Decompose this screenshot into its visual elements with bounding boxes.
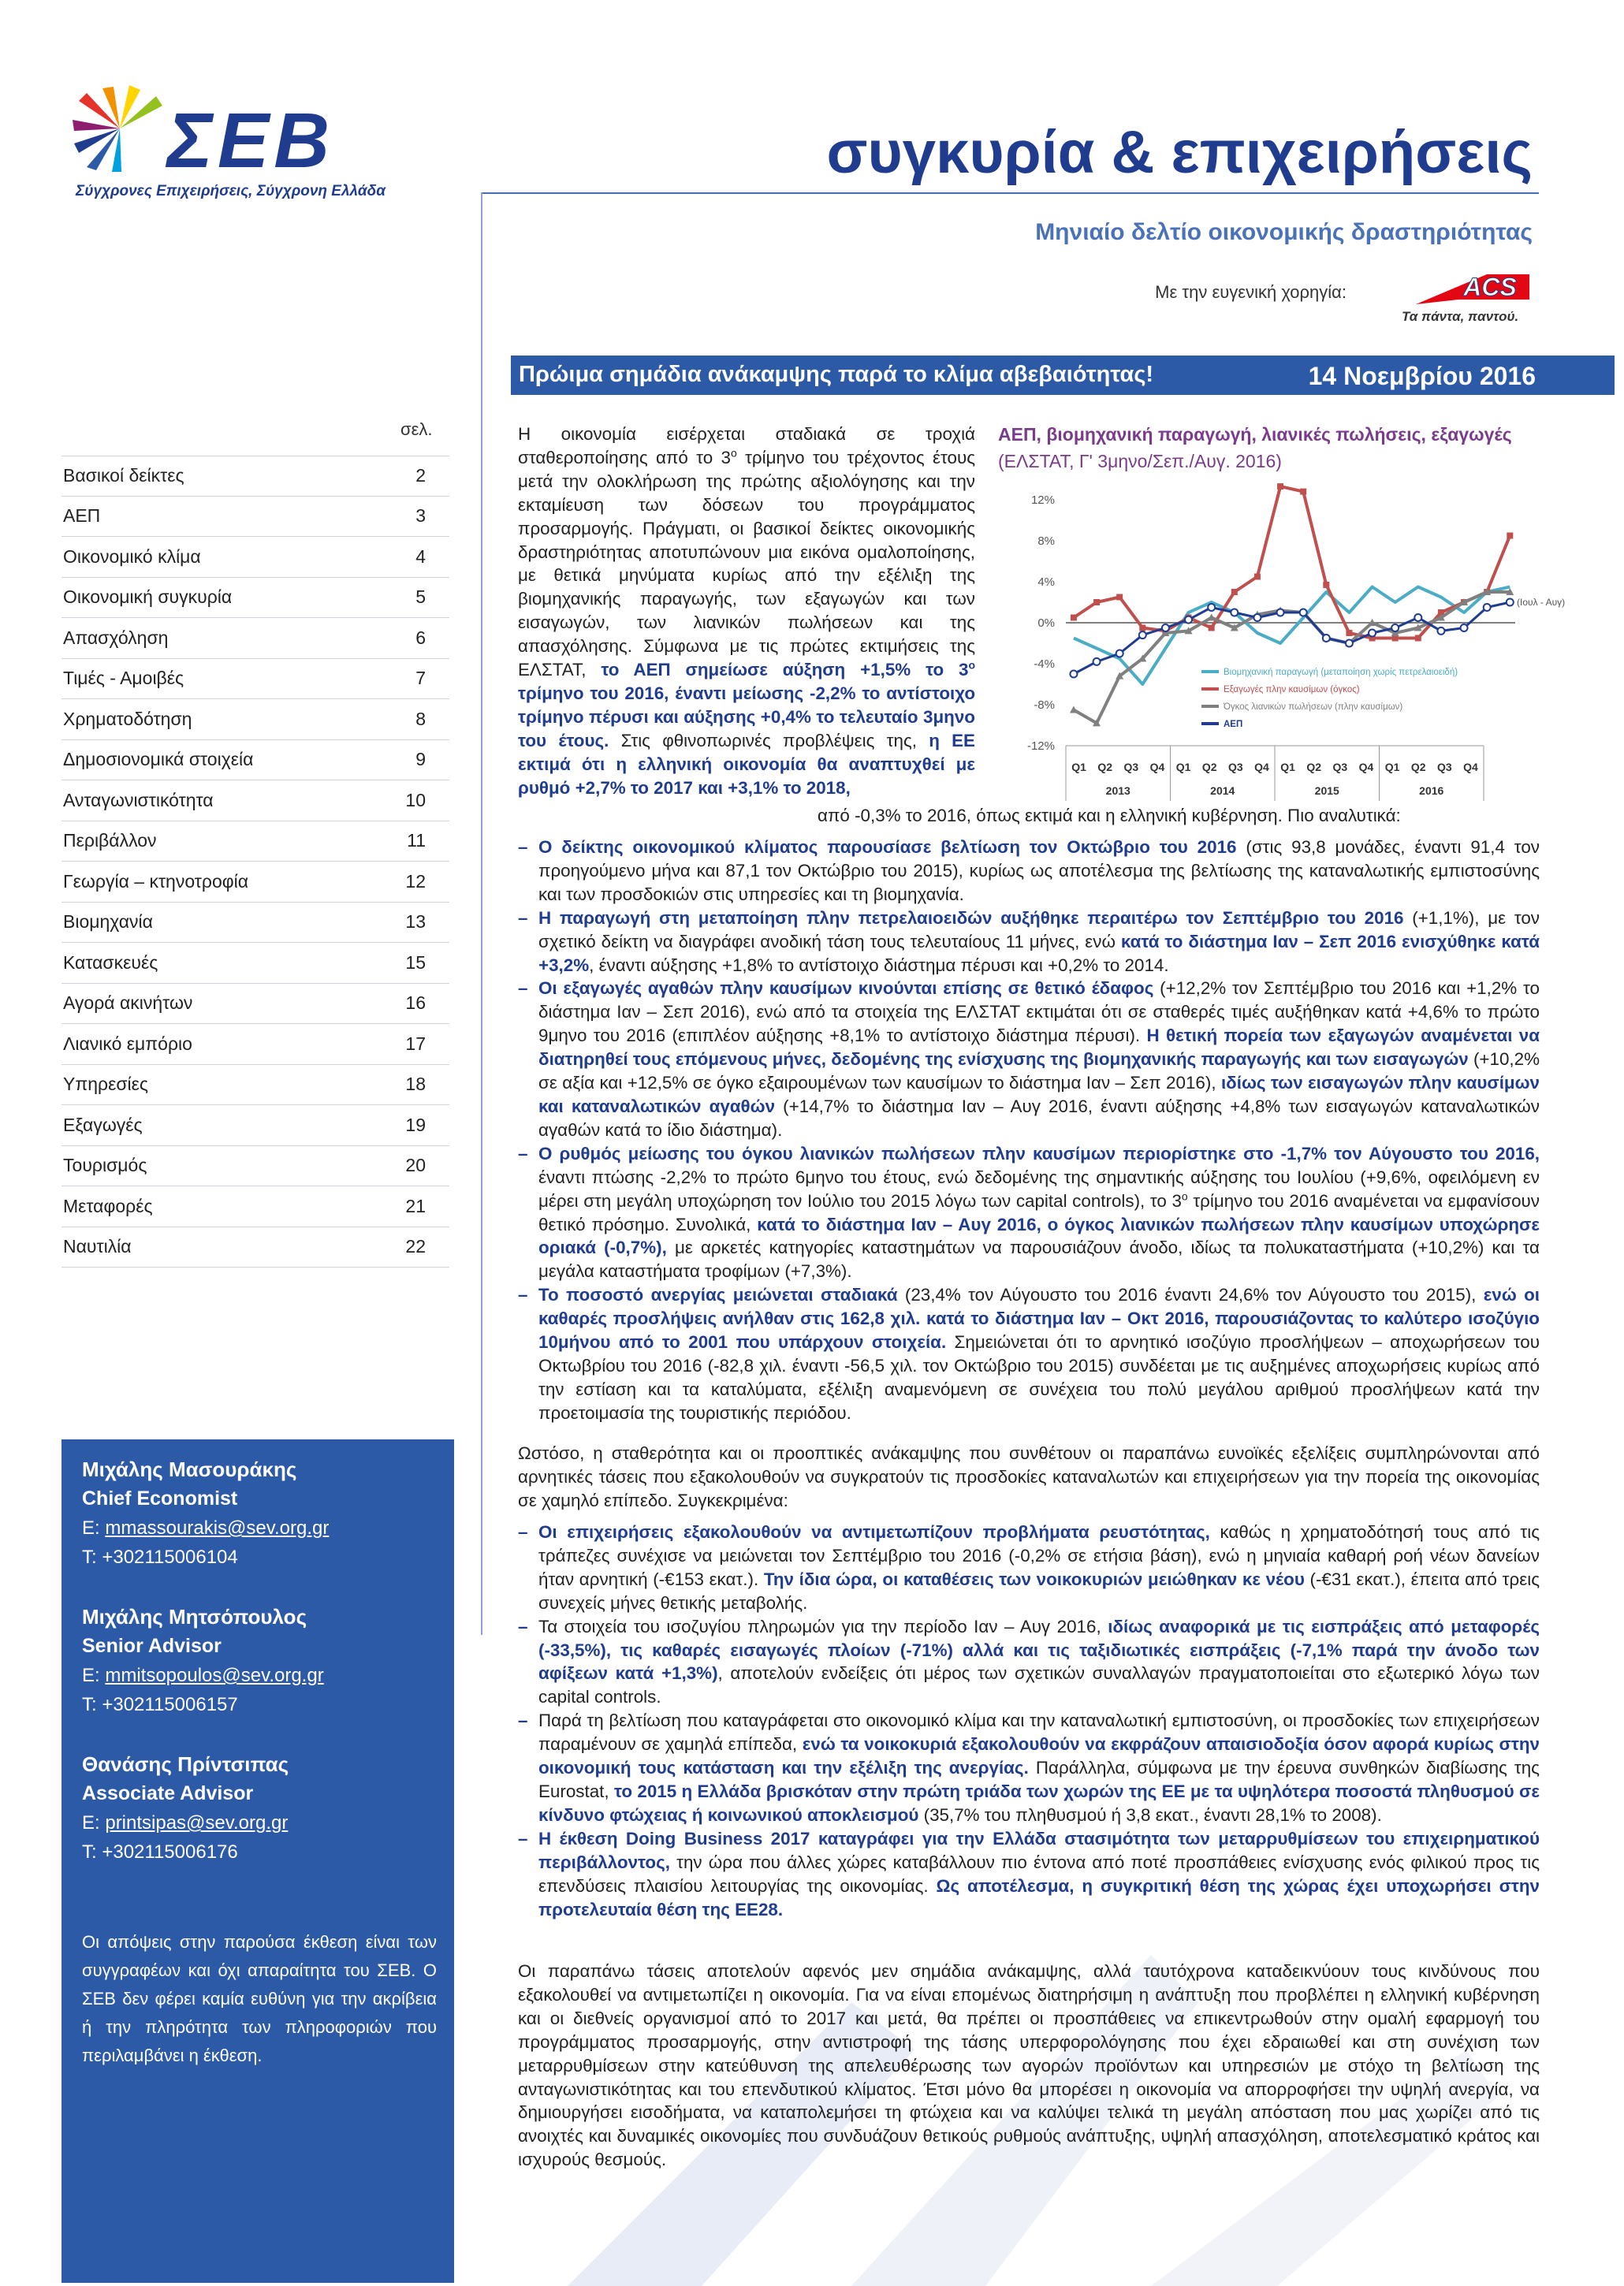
contact-name: Μιχάλης Μασουράκης xyxy=(82,1458,297,1481)
toc-item-page: 21 xyxy=(405,1195,426,1216)
data-point xyxy=(1116,594,1123,601)
x-tick-label: Q2 xyxy=(1410,761,1426,773)
data-point xyxy=(1507,533,1513,539)
contact-card xyxy=(82,1750,289,1867)
data-point xyxy=(1507,599,1514,606)
toc-item-label: Μεταφορές xyxy=(63,1195,153,1216)
toc-item-label: ΑΕΠ xyxy=(63,505,101,527)
data-point xyxy=(1346,630,1352,636)
toc-item[interactable] xyxy=(61,699,449,740)
legend-entry: ΑΕΠ xyxy=(1224,720,1243,729)
toc-item-page: 2 xyxy=(415,465,426,486)
contacts-sidebar xyxy=(61,1439,454,2283)
series-line xyxy=(1074,602,1510,674)
toc-item-label: Τιμές - Αμοιβές xyxy=(63,668,184,689)
x-tick-label: Q3 xyxy=(1332,761,1348,773)
contact-name: Μιχάλης Μητσόπουλος xyxy=(82,1605,307,1629)
conclusion-paragraph: Οι παραπάνω τάσεις αποτελούν αφενός μεν σημάδια ανάκαμψης, αλλά ταυτόχρονα καταδεικνύουν τους κινδύνους που εξακολουθεί να αντιμετωπίζει η οικονομία. Για να είναι επομένως διατηρήσιμη η ανάπτυξη που προβλέπει η ελληνική κυβέρνηση και οι διεθνείς οργανισμοί από το 2017 και μετά, θα πρέπει οι προσπάθειες να επικεντρωθούν στην ομαλή εφαρμογή του προγράμματος προσαρμογής, στην αντιστροφή της τάσης υπερφορολόγησης που έχει εδραιωθεί και στη συνέχιση των μεταρρυθμίσεων στην κατεύθυνση της απελευθέρωσης των αγορών προϊόντων και υπηρεσιών με στόχο τη βελτίωση της ανταγωνιστικότητας και του επενδυτικού κλίματος. Έτσι μόνο θα μπορέσει η οικονομία να απορροφήσει την υψηλή ανεργία, να δημιουργήσει εισοδήματα, να καταπολεμήσει τη φτώχεια και να καλύψει τελικά τη μεγάλη απόσταση που μας χωρίζει από τις ανοιχτές και δυναμικές οικονομίες που συνδυάζουν θετικούς ρυθμούς ανάπτυξης, υψηλή απασχόληση, αποτελεσματικό κράτος και ισχυρούς θεσμούς. xyxy=(518,1961,1540,2170)
data-point xyxy=(1300,609,1307,616)
contact-email-link[interactable]: mmitsopoulos@sev.org.gr xyxy=(105,1665,324,1686)
contact-email-row: E: mmitsopoulos@sev.org.gr xyxy=(82,1665,324,1686)
contact-phone: T: +302115006176 xyxy=(82,1841,238,1863)
data-point xyxy=(1369,630,1376,637)
y-tick-label: 4% xyxy=(1037,575,1055,589)
data-point xyxy=(1323,635,1330,642)
toc-item[interactable] xyxy=(61,1024,449,1065)
toc-item[interactable] xyxy=(61,821,449,862)
toc-item-label: Απασχόληση xyxy=(63,627,169,648)
contact-phone: T: +302115006104 xyxy=(82,1547,238,1568)
toc-item-label: Τουρισμός xyxy=(63,1155,147,1176)
toc-item-page: 9 xyxy=(415,749,426,770)
x-tick-label: Q4 xyxy=(1358,761,1374,773)
positive-indicators-list xyxy=(518,836,1540,1425)
legend-entry: Βιομηχανική παραγωγή (μεταποίηση χωρίς πετρελαιοειδή) xyxy=(1224,668,1458,677)
headline-banner xyxy=(511,356,1615,395)
toc-item-label: Ανταγωνιστικότητα xyxy=(63,789,214,810)
negative-indicators-list xyxy=(518,1521,1540,1921)
toc-item-page: 8 xyxy=(415,708,426,729)
contact-card xyxy=(82,1455,329,1572)
toc-item[interactable] xyxy=(61,984,449,1025)
toc-item[interactable] xyxy=(61,1146,449,1187)
contact-role: Senior Advisor xyxy=(82,1635,222,1657)
toc-item-label: Γεωργία – κτηνοτροφία xyxy=(63,870,249,892)
y-tick-label: -4% xyxy=(1034,657,1055,671)
data-point xyxy=(1277,483,1283,490)
y-tick-label: 0% xyxy=(1037,616,1055,630)
year-label: 2014 xyxy=(1210,784,1235,797)
toc-item[interactable] xyxy=(61,943,449,984)
logo-wordmark: ΣΕΒ xyxy=(167,97,334,184)
x-tick-label: Q2 xyxy=(1201,761,1217,773)
data-point xyxy=(1093,658,1101,665)
toc-item-page: 10 xyxy=(405,789,426,810)
data-point xyxy=(1253,614,1261,621)
column-divider xyxy=(481,192,482,1635)
toc-page-header: σελ. xyxy=(400,419,433,439)
x-tick-label: Q2 xyxy=(1097,761,1113,773)
toc-item-label: Κατασκευές xyxy=(63,951,158,973)
toc-item-page: 11 xyxy=(407,830,426,851)
contact-phone: T: +302115006157 xyxy=(82,1694,238,1715)
y-tick-label: -8% xyxy=(1034,698,1055,712)
data-point xyxy=(1461,624,1468,631)
toc-item-page: 7 xyxy=(415,668,426,689)
toc-item-label: Περιβάλλον xyxy=(63,830,157,851)
issue-date: 14 Νοεμβρίου 2016 xyxy=(1308,362,1536,390)
sponsor-tagline: Τα πάντα, παντού. xyxy=(1402,309,1519,324)
toc-item-label: Οικονομικό κλίμα xyxy=(63,545,201,567)
year-label: 2015 xyxy=(1314,784,1339,797)
toc-item[interactable] xyxy=(61,1186,449,1227)
toc-item[interactable] xyxy=(61,537,449,578)
toc-item-page: 13 xyxy=(405,911,426,933)
sev-emblem-icon xyxy=(71,85,169,172)
data-point xyxy=(1415,635,1421,642)
toc-item[interactable] xyxy=(61,903,449,944)
contact-role: Associate Advisor xyxy=(82,1782,254,1804)
data-point xyxy=(1185,616,1192,624)
year-label: 2013 xyxy=(1105,784,1130,797)
data-point xyxy=(1277,609,1284,616)
logo-tagline: Σύγχρονες Επιχειρήσεις, Σύγχρονη Ελλάδα xyxy=(76,183,386,199)
contact-card xyxy=(82,1603,324,1719)
toc-item[interactable] xyxy=(61,1065,449,1106)
toc-item-label: Ναυτιλία xyxy=(63,1236,132,1257)
x-tick-label: Q4 xyxy=(1149,761,1165,773)
toc-item-page: 15 xyxy=(405,951,426,973)
toc-item-page: 19 xyxy=(405,1114,426,1135)
y-tick-label: 12% xyxy=(1030,493,1055,507)
toc-item[interactable] xyxy=(61,862,449,903)
data-point xyxy=(1139,625,1145,631)
list-item: – Τα στοιχεία του ισοζυγίου πληρωμών για την περίοδο Ιαν – Αυγ 2016, ιδίως αναφορικά με τις εισπράξεις από μεταφορές (-33,5%), τις καθαρές εισαγωγές πλοίων (-71%) αλλά και τις ταξιδιωτικές εισπράξεις (-7,1% παρά την άνοδο των αφίξεων κατά +1,3%), αποτελούν ενδείξεις ότι μέρος των σχετικών συναλλαγών πραγματοποιείται στο εξωτερικό λόγω των capital controls. xyxy=(518,1615,1540,1710)
toc-item[interactable] xyxy=(61,1227,449,1268)
data-point xyxy=(1254,574,1261,580)
contact-role: Chief Economist xyxy=(82,1487,238,1510)
data-point xyxy=(1231,609,1238,616)
toc-item-page: 20 xyxy=(405,1155,426,1176)
toc-item-label: Οικονομική συγκυρία xyxy=(63,586,233,608)
toc-item[interactable] xyxy=(61,497,449,538)
data-point xyxy=(1231,589,1238,595)
toc-item-page: 22 xyxy=(405,1236,426,1257)
list-item: – Ο δείκτης οικονομικού κλίματος παρουσίασε βελτίωση τον Οκτώβριο του 2016 (στις 93,8 μονάδες, έναντι 91,4 τον προηγούμενο μήνα και 87,1 τον Οκτώβριο του 2015), κυρίως ως αποτέλεσμα της βελτίωσης της καταναλωτικής εμπιστοσύνης και των προσδοκιών στις υπηρεσίες και τη βιομηχανία. xyxy=(518,836,1540,907)
list-item: – Η παραγωγή στη μεταποίηση πλην πετρελαιοειδών αυξήθηκε περαιτέρω τον Σεπτέμβριο του 2016 (+1,1%), με τον σχετικό δείκτη να διαγράφει ανοδική τάση τους τελευταίους 11 μήνες, ενώ κατά το διάστημα Ιαν – Σεπ 2016 ενισχύθηκε κατά +3,2%, έναντι αύξησης +1,8% το αντίστοιχο διάστημα πέρυσι και +0,2% το 2014. xyxy=(518,907,1540,977)
list-item: – Ο ρυθμός μείωσης του όγκου λιανικών πωλήσεων πλην καυσίμων περιορίστηκε στο -1,7% τον Αύγουστο του 2016, έναντι πτώσης -2,2% το πρώτο 6μηνο του έτους, ενώ δεδομένης της σημαντικής αύξησης του Ιουλίου (+9,6%, οφειλόμενη εν μέρει στη μεγάλη υποχώρηση τον Ιούλιο του 2015 λόγω των capital controls), το $3^o$ τρίμηνο του 2016 αναμένεται να εμφανίσουν θετικό πρόσημο. Συνολικά, κατά το διάστημα Ιαν – Αυγ 2016, ο όγκος λιανικών πωλήσεων πλην καυσίμων υποχώρησε οριακά (-0,7%), με αρκετές κατηγορίες καταστημάτων να παρουσιάζουν άνοδο, ιδίως τα πολυκαταστήματα (+10,2%) και τα μεγάλα καταστήματα τροφίμων (+7,3%). xyxy=(518,1142,1540,1283)
chart-annotation: (Ιουλ - Αυγ) xyxy=(1517,597,1566,608)
contact-name: Θανάσης Πρίντσιπας xyxy=(82,1752,289,1776)
x-tick-label: Q2 xyxy=(1306,761,1322,773)
data-point xyxy=(1139,631,1146,639)
contact-email-link[interactable]: printsipas@sev.org.gr xyxy=(105,1812,289,1834)
sponsor-label: Με την ευγενική χορηγία: xyxy=(1155,282,1347,302)
x-tick-label: Q1 xyxy=(1384,761,1400,773)
toc-item-label: Δημοσιονομικά στοιχεία xyxy=(63,749,254,770)
x-tick-label: Q1 xyxy=(1071,761,1086,773)
list-item: – Το ποσοστό ανεργίας μειώνεται σταδιακά (23,4% τον Αύγουστο του 2016 έναντι 24,6% τον Αύγουστο του 2015), ενώ οι καθαρές προσλήψεις ανήλθαν στις 162,8 χιλ. κατά το διάστημα Ιαν – Οκτ 2016, παρουσιάζοντας το καλύτερο ισοζύγιο 10μήνου από το 2001 που υπάρχουν στοιχεία. Σημειώνεται ότι το αρνητικό ισοζύγιο προσλήψεων – αποχωρήσεων του Οκτωβρίου του 2016 (-82,8 χιλ. έναντι -56,5 χιλ. τον Οκτώβριο του 2015) συνδέεται με τις αυξημένες αποχωρήσεις κυρίως από την εστίαση και τα καταλύματα, εξέλιξη αναμενόμενη σε συνέχεια του πολύ μεγάλου αριθμού προσλήψεων κατά την προετοιμασία της τουριστικής περιόδου. xyxy=(518,1283,1540,1424)
contact-email-row: E: mmassourakis@sev.org.gr xyxy=(82,1517,330,1539)
x-tick-label: Q4 xyxy=(1254,761,1269,773)
toc-item-page: 3 xyxy=(415,505,426,527)
table-of-contents xyxy=(61,456,449,1268)
toc-item-page: 16 xyxy=(405,992,426,1014)
list-item: – Οι επιχειρήσεις εξακολουθούν να αντιμετωπίζουν προβλήματα ρευστότητας, καθώς η χρηματοδότησή τους από τις τράπεζες συνέχισε να μειώνεται τον Σεπτέμβριο του 2016 (-0,2% σε ετήσια βάση), ενώ η μηνιαία καθαρή ροή νέων δανείων ήταν αρνητική (-€153 εκατ.). Την ίδια ώρα, οι καταθέσεις των νοικοκυριών μειώθηκαν κε νέου (-€31 εκατ.), έπειτα από τρεις συνεχείς μήνες θετικής μεταβολής. xyxy=(518,1521,1540,1615)
transition-paragraph: Ωστόσο, η σταθερότητα και οι προοπτικές ανάκαμψης που συνθέτουν οι παραπάνω ευνοϊκές εξελίξεις συμπληρώνονται από αρνητικές τάσεις που εξακολουθούν να συγκρατούν τις προσδοκίες καταναλωτών και επιχειρήσεων για την πορεία της οικονομίας σε χαμηλό επίπεδο. Συγκεκριμένα: xyxy=(518,1443,1540,1510)
toc-item-page: 18 xyxy=(405,1074,426,1095)
y-tick-label: 8% xyxy=(1037,534,1055,548)
x-tick-label: Q4 xyxy=(1463,761,1478,773)
toc-item[interactable] xyxy=(61,740,449,781)
year-label: 2016 xyxy=(1419,784,1444,797)
data-point xyxy=(1071,615,1077,621)
data-point xyxy=(1093,599,1100,605)
publication-subtitle: Μηνιαίο δελτίο οικονομικής δραστηριότητας xyxy=(1035,219,1533,245)
data-point xyxy=(1209,625,1215,631)
x-tick-label: Q3 xyxy=(1123,761,1139,773)
toc-item-label: Λιανικό εμπόριο xyxy=(63,1033,192,1054)
list-item: – Οι εξαγωγές αγαθών πλην καυσίμων κινούνται επίσης σε θετικό έδαφος (+12,2% τον Σεπτέμβριο του 2016 και +1,2% το διάστημα Ιαν – Σεπ 2016), ενώ από τα στοιχεία της ΕΛΣΤΑΤ εκτιμάται ότι σε σταθερές τιμές αυξήθηκαν κατά +4,6% το πρώτο 9μηνο του 2016 (επιπλέον αύξησης +8,1% το αντίστοιχο διάστημα πέρυσι). Η θετική πορεία των εξαγωγών αναμένεται να διατηρηθεί τους επόμενους μήνες, δεδομένης της ενίσχυσης της βιομηχανικής παραγωγής και των εισαγωγών (+10,2% σε αξία και +12,5% σε όγκο εξαιρουμένων των καυσίμων το διάστημα Ιαν – Σεπ 2016), ιδίως των εισαγωγών πλην καυσίμων και καταναλωτικών αγαθών (+14,7% το διάστημα Ιαν – Αυγ 2016, έναντι αύξησης +4,8% των εισαγωγών καταναλωτικών αγαθών κατά το ίδιο διάστημα). xyxy=(518,977,1540,1141)
headline: Πρώιμα σημάδια ανάκαμψης παρά το κλίμα αβεβαιότητας! xyxy=(519,362,1154,387)
data-point xyxy=(1437,627,1444,635)
contact-email-row: E: printsipas@sev.org.gr xyxy=(82,1812,289,1834)
toc-item[interactable] xyxy=(61,659,449,700)
toc-item-page: 4 xyxy=(415,545,426,567)
x-tick-label: Q3 xyxy=(1227,761,1243,773)
x-tick-label: Q3 xyxy=(1436,761,1452,773)
toc-item[interactable] xyxy=(61,618,449,659)
toc-item-page: 12 xyxy=(405,870,426,892)
toc-item[interactable] xyxy=(61,456,449,497)
toc-item[interactable] xyxy=(61,780,449,821)
toc-item-page: 5 xyxy=(415,586,426,608)
data-point xyxy=(1346,640,1353,647)
acs-logo-text: ACS xyxy=(1463,273,1517,301)
data-point xyxy=(1414,614,1421,621)
y-tick-label: -12% xyxy=(1026,739,1055,753)
toc-item-label: Υπηρεσίες xyxy=(63,1074,148,1095)
chart-title: ΑΕΠ, βιομηχανική παραγωγή, λιανικές πωλήσεις, εξαγωγές (ΕΛΣΤΑΤ, Γ' 3μηνο/Σεπ./Αυγ. 2016) xyxy=(998,424,1512,471)
toc-item-label: Χρηματοδότηση xyxy=(63,708,192,729)
intro-paragraph-tail: από -0,3% το 2016, όπως εκτιμά και η ελληνική κυβέρνηση. Πιο αναλυτικά: xyxy=(818,806,1401,825)
data-point xyxy=(1070,671,1077,678)
sev-logo xyxy=(71,85,402,211)
title-divider xyxy=(481,192,1539,194)
data-point xyxy=(1208,604,1215,611)
toc-item-label: Βιομηχανία xyxy=(63,911,153,933)
intro-paragraph: Η οικονομία εισέρχεται σταδιακά σε τροχιά σταθεροποίησης από το $3^o$ τρίμηνο του τρέχοντος έτους μετά την ολοκλήρωση της πρώτης αξιολόγησης και την εκταμίευση των δόσεων του προγράμματος προσαρμογής. Πράγματι, οι βασικοί δείκτες οικονομικής δραστηριότητας αποτυπώνουν μια εικόνα ομαλοποίησης, με θετικά μηνύματα κυρίως από την εξέλιξη της βιομηχανικής παραγωγής, των εξαγωγών και των εισαγωγών, των λιανικών πωλήσεων και της απασχόλησης. Σύμφωνα με τις πρώτες εκτιμήσεις της ΕΛΣΤΑΤ, το ΑΕΠ σημείωσε αύξηση +1,5% το $3^o$ τρίμηνο του 2016, έναντι μείωσης -2,2% το αντίστοιχο τρίμηνο πέρυσι και αύξησης +0,4% το τελευταίο 3μηνο του έτους. Στις φθινοπωρινές προβλέψεις της, η ΕΕ εκτιμά ότι η ελληνική οικονομία θα αναπτυχθεί με ρυθμό +2,7% το 2017 και +3,1% το 2018, xyxy=(518,424,975,798)
data-point xyxy=(1116,650,1123,657)
economic-indicators-line-chart xyxy=(995,478,1566,809)
toc-item-label: Εξαγωγές xyxy=(63,1114,143,1135)
list-item: – Η έκθεση Doing Business 2017 καταγράφει για την Ελλάδα στασιμότητα των μεταρρυθμίσεων του επιχειρηματικού περιβάλλοντος, την ώρα που άλλες χώρες καταβάλλουν πιο έντονα από ποτέ προσπάθειες ενίσχυσης ενός φιλικού προς τις επενδύσεις πλαισίου λειτουργίας της οικονομίας. Ως αποτέλεσμα, η συγκριτική θέση της χώρας έχει υποχωρήσει στην προτελευταία θέση της ΕΕ28. xyxy=(518,1827,1540,1922)
data-point xyxy=(1323,582,1329,588)
toc-item[interactable] xyxy=(61,578,449,619)
x-tick-label: Q1 xyxy=(1280,761,1295,773)
data-point xyxy=(1484,604,1491,611)
legend-entry: Εξαγωγές πλην καυσίμων (όγκος) xyxy=(1224,685,1360,694)
list-item: – Παρά τη βελτίωση που καταγράφεται στο οικονομικό κλίμα και την καταναλωτική εμπιστοσύνη, οι προσδοκίες των επιχειρήσεων παραμένουν σε χαμηλά επίπεδα, ενώ τα νοικοκυριά εξακολουθούν να εκφράζουν απαισιοδοξία όσον αφορά κυρίως στην οικονομική τους κατάσταση και την εξέλιξη της ανεργίας. Παράλληλα, σύμφωνα με την έρευνα συνθηκών διαβίωσης της Eurostat, το 2015 η Ελλάδα βρισκόταν στην πρώτη τριάδα των χωρών της ΕΕ με τα υψηλότερα ποσοστά πληθυσμού σε κίνδυνο φτώχειας ή κοινωνικού αποκλεισμού (35,7% του πληθυσμού ή 3,8 εκατ., έναντι 28,1% το 2008). xyxy=(518,1709,1540,1827)
legend-entry: Όγκος λιανικών πωλήσεων (πλην καυσίμων) xyxy=(1224,702,1403,712)
x-tick-label: Q1 xyxy=(1175,761,1191,773)
toc-item-label: Αγορά ακινήτων xyxy=(63,992,193,1014)
data-point xyxy=(1070,706,1078,713)
data-point xyxy=(1162,624,1169,631)
publication-title: συγκυρία & επιχειρήσεις xyxy=(826,119,1533,186)
contact-email-link[interactable]: mmassourakis@sev.org.gr xyxy=(105,1517,330,1539)
data-point xyxy=(1391,624,1399,631)
disclaimer: Οι απόψεις στην παρούσα έκθεση είναι των συγγραφέων και όχι απαραίτητα του ΣΕΒ. Ο ΣΕΒ δεν φέρει καμία ευθύνη για την ακρίβεια ή την πληρότητα των πληροφοριών που περιλαμβάνει η έκθεση. xyxy=(82,1932,437,2065)
toc-item[interactable] xyxy=(61,1105,449,1146)
toc-item-page: 6 xyxy=(415,627,426,648)
data-point xyxy=(1300,489,1306,495)
toc-item-page: 17 xyxy=(405,1033,426,1054)
toc-item-label: Βασικοί δείκτες xyxy=(63,465,184,486)
